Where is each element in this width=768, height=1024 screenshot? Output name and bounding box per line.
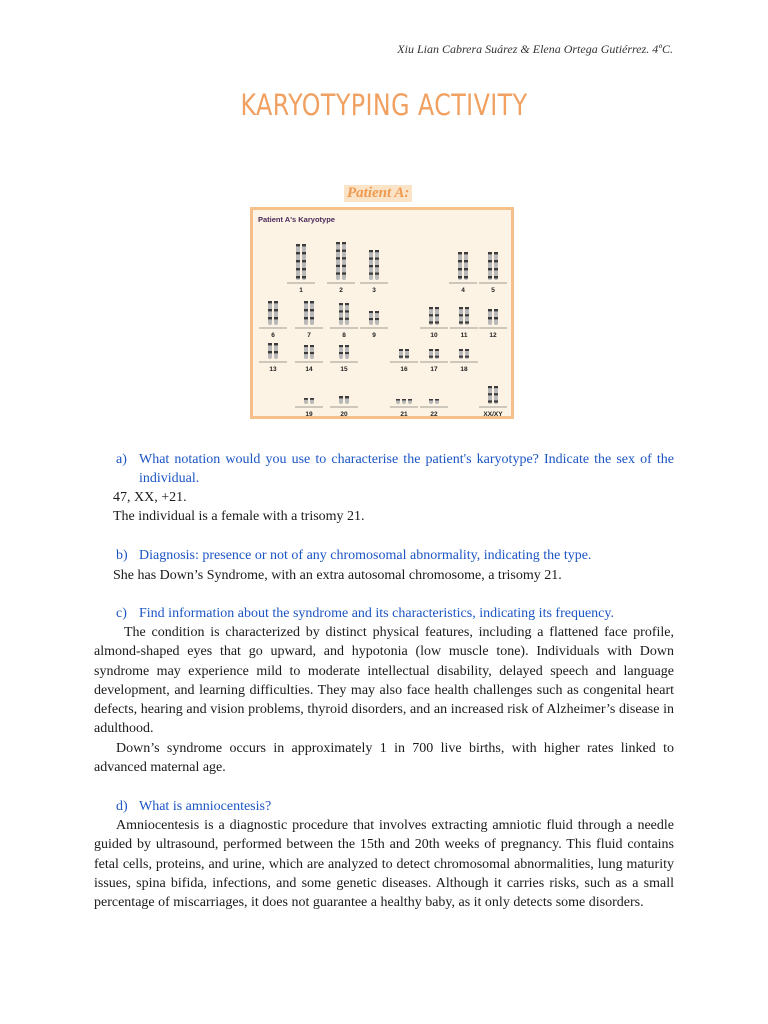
karyotype-image <box>253 210 511 416</box>
question-c <box>116 604 674 623</box>
question-d <box>116 797 674 816</box>
chromosome-label: 13 <box>269 366 277 373</box>
chromosome-label: 22 <box>430 411 438 416</box>
chromosome-label: 4 <box>461 287 465 294</box>
chromosome-label: 9 <box>372 332 376 339</box>
question-b-letter: b) <box>116 548 128 563</box>
answer-b: She has Down’s Syndrome, with an extra autosomal chromosome, a trisomy 21. <box>113 568 562 583</box>
chromosome-label: 1 <box>299 287 303 294</box>
question-c-text: Find information about the syndrome and its characteristics, indicating its frequency. <box>139 606 614 621</box>
chromosome-label: 5 <box>491 287 495 294</box>
question-c-letter: c) <box>116 606 127 621</box>
patient-label: Patient A: <box>344 185 412 202</box>
chromosome-pair-1 <box>287 244 315 294</box>
chromosome-pair-16 <box>390 349 418 373</box>
chromosome-pair-10 <box>420 307 448 339</box>
question-d-text: What is amniocentesis? <box>139 799 272 814</box>
chromosome-label: 6 <box>271 332 275 339</box>
question-a-text: What notation would you use to characterise the patient's karyotype? Indicate the sex of the individual. <box>139 452 674 486</box>
chromosome-label: 8 <box>342 332 346 339</box>
chromosome-label: 16 <box>400 366 408 373</box>
chromosome-pair-11 <box>450 307 478 339</box>
question-a-letter: a) <box>116 452 127 467</box>
question-a <box>116 450 674 488</box>
chromosome-label: 7 <box>307 332 311 339</box>
chromosome-pair-12 <box>479 309 507 339</box>
chromosome-pair-21 <box>390 399 418 416</box>
chromosome-pair-6 <box>259 301 287 339</box>
question-b <box>116 546 674 565</box>
chromosome-label: 14 <box>305 366 313 373</box>
karyotype-figure <box>250 207 514 419</box>
chromosome-label: XX/XY <box>483 411 503 416</box>
chromosome-pair-22 <box>420 399 448 416</box>
chromosome-pair-20 <box>330 396 358 416</box>
chromosome-label: 11 <box>460 332 468 339</box>
chromosome-label: 21 <box>400 411 408 416</box>
chromosome-pair-8 <box>330 303 358 339</box>
chromosome-pair-3 <box>360 250 388 294</box>
answer-a-sex: The individual is a female with a trisomy 21. <box>113 509 365 524</box>
chromosome-pair-17 <box>420 349 448 373</box>
answer-d-paragraph: Amniocentesis is a diagnostic procedure that involves extracting amniotic fluid through a needle guided by ultrasound, performed between the 15th and 20th weeks of pregnancy. This fluid contains fetal cells, proteins, and urine, which are analyzed to detect chromosomal abnormalities, lung maturity issues, spina bifida, infections, and some genetic diseases. Although it carries risks, such as a small percentage of miscarriages, it does not guarantee a healthy baby, as it only detects some disorders. <box>94 818 674 911</box>
chromosome-label: 15 <box>340 366 348 373</box>
chromosome-label: 3 <box>372 287 376 294</box>
chromosome-pair-19 <box>295 398 323 416</box>
answer-c-paragraph-1: The condition is characterized by distinct physical features, including a flattened face profile, almond-shaped eyes that go upward, and hypotonia (low muscle tone). Individuals with Down syndrome may experience mild to moderate intellectual disability, delayed speech and language development, and learning difficulties. They may also face health challenges such as congenital heart defects, hearing and vision problems, thyroid disorders, and an increased risk of Alzheimer’s disease in adulthood. <box>94 625 674 737</box>
chromosome-pair-14 <box>295 345 323 373</box>
question-d-letter: d) <box>116 799 128 814</box>
chromosome-label: 2 <box>339 287 343 294</box>
chromosome-pair-7 <box>295 301 323 339</box>
chromosome-label: 10 <box>430 332 438 339</box>
chromosome-pair-5 <box>479 252 507 294</box>
authors-header: Xiu Lian Cabrera Suárez & Elena Ortega Gutiérrez. 4ºC. <box>397 42 673 56</box>
answer-a-notation: 47, XX, +21. <box>113 490 187 505</box>
chromosome-label: 12 <box>489 332 497 339</box>
chromosome-pairs <box>259 242 507 416</box>
chromosome-label: 17 <box>430 366 438 373</box>
chromosome-pair-15 <box>330 345 358 373</box>
page-title: KARYOTYPING ACTIVITY <box>240 88 528 122</box>
chromosome-pair-2 <box>327 242 355 294</box>
chromosome-pair-9 <box>360 311 388 339</box>
chromosome-pair-4 <box>449 252 477 294</box>
answer-c-paragraph-2: Down’s syndrome occurs in approximately 1 in 700 live births, with higher rates linked to advanced maternal age. <box>94 741 674 776</box>
chromosome-label: 20 <box>340 411 348 416</box>
chromosome-label: 19 <box>305 411 313 416</box>
chromosome-pair-13 <box>259 343 287 373</box>
question-b-text: Diagnosis: presence or not of any chromosomal abnormality, indicating the type. <box>139 548 592 563</box>
chromosome-label: 18 <box>460 366 468 373</box>
karyotype-title: Patient A's Karyotype <box>258 215 335 224</box>
chromosome-pair-18 <box>450 349 478 373</box>
chromosome-pair-xx-xy <box>479 386 507 416</box>
